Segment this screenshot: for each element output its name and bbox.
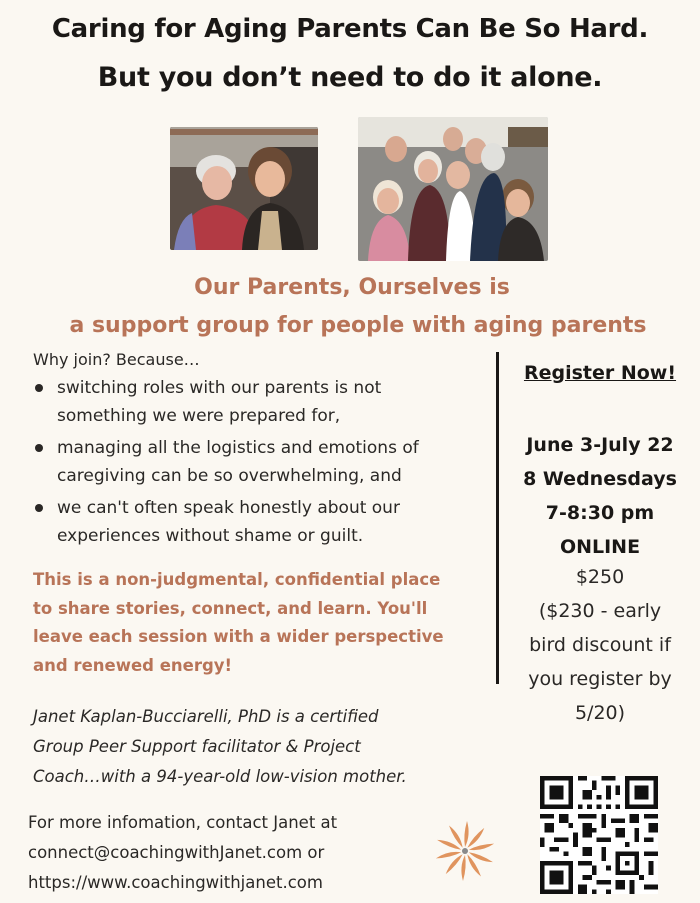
reasons-list [33, 374, 483, 554]
list-item-text: something we were prepared for, [57, 406, 341, 426]
subtitle-line1: Our Parents, Ourselves is [194, 275, 510, 300]
subtitle-line2: a support group for people with aging parents [69, 313, 647, 338]
emphasis-line: leave each session with a wider perspective [33, 627, 444, 646]
list-item [33, 434, 483, 490]
schedule-dates: June 3-July 22 [526, 434, 674, 456]
bullet-icon [35, 504, 43, 512]
schedule-block [505, 428, 695, 564]
headline-line2: But you don’t need to do it alone. [97, 62, 603, 93]
column-divider [496, 352, 499, 684]
price-line: ($230 - early [538, 600, 662, 622]
contact-email-link[interactable]: connect@coachingwithJanet.com or [28, 843, 325, 862]
contact-info [28, 808, 337, 898]
emphasis-line: to share stories, connect, and learn. You'll [33, 598, 428, 618]
price-line: you register by [528, 668, 672, 690]
schedule-sessions: 8 Wednesdays [523, 468, 677, 490]
photo-mother-daughter [170, 127, 318, 250]
contact-intro: For more infomation, contact Janet at [28, 813, 338, 832]
list-item [33, 374, 483, 430]
headline-line1: Caring for Aging Parents Can Be So Hard. [51, 14, 649, 44]
register-now-link[interactable]: Register Now! [523, 362, 677, 384]
price-block [505, 560, 695, 730]
contact-website-link[interactable]: https://www.coachingwithjanet.com [28, 873, 323, 892]
facilitator-bio [33, 702, 407, 792]
schedule-time: 7-8:30 pm [545, 502, 655, 524]
list-item-text: experiences without shame or guilt. [57, 526, 364, 546]
price-line: 5/20) [574, 702, 626, 724]
list-item-text: managing all the logistics and emotions of [57, 438, 419, 458]
list-item-text: we can't often speak honestly about our [57, 498, 400, 518]
bio-line: Group Peer Support facilitator & Project [33, 737, 361, 756]
emphasis-line: and renewed energy! [33, 655, 233, 675]
bio-line: Janet Kaplan-Bucciarelli, PhD is a certified [33, 707, 379, 726]
price-line: bird discount if [529, 634, 671, 656]
list-item [33, 494, 483, 550]
bullet-icon [35, 444, 43, 452]
price-line: $250 [575, 566, 625, 588]
emphasis-paragraph [33, 566, 483, 680]
pinwheel-logo-icon [430, 816, 500, 886]
emphasis-line: This is a non-judgmental, confidential place [33, 570, 441, 589]
why-join-intro: Why join? Because… [33, 350, 200, 369]
schedule-format: ONLINE [559, 536, 641, 558]
list-item-text: caregiving can be so overwhelming, and [57, 466, 402, 486]
bio-line: Coach…with a 94-year-old low-vision mother. [33, 767, 407, 786]
list-item-text: switching roles with our parents is not [57, 378, 382, 398]
qr-code-icon[interactable] [540, 776, 658, 894]
bullet-icon [35, 384, 43, 392]
photo-group [358, 117, 548, 261]
